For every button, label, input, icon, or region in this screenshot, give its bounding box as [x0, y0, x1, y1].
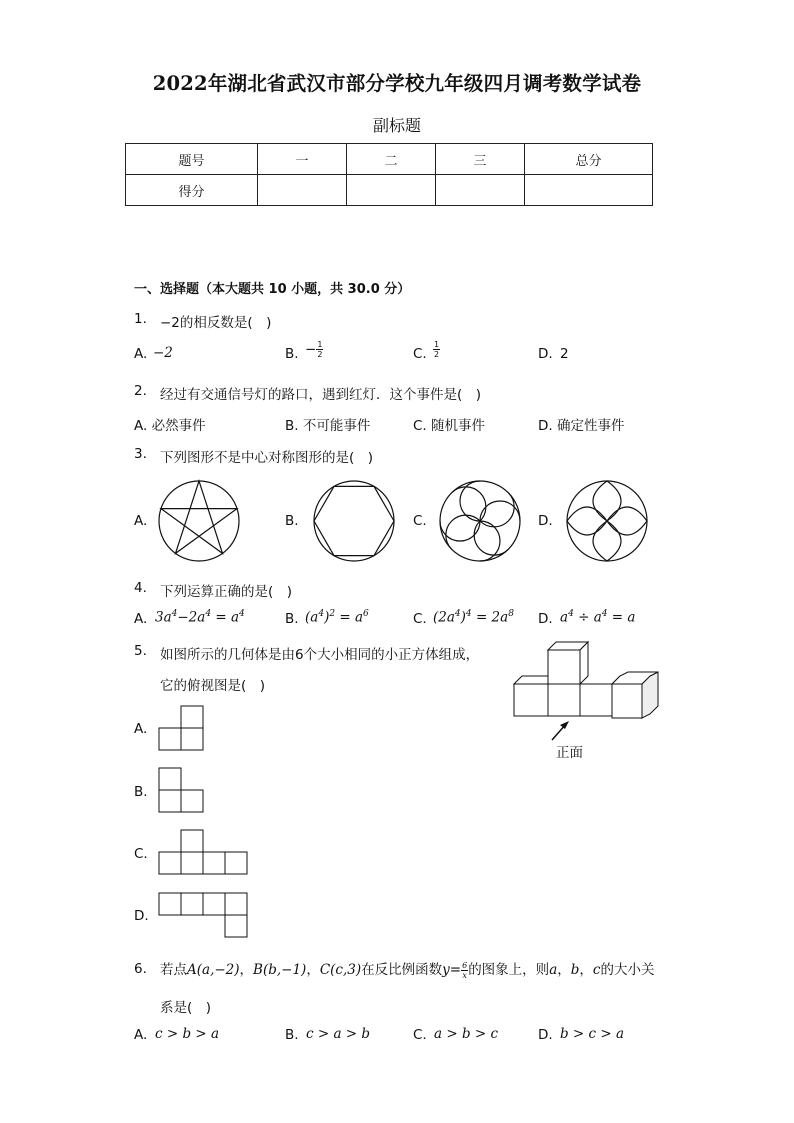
score-table [125, 143, 653, 206]
question-2-number: 2. [134, 383, 147, 399]
question-3-text: 下列图形不是中心对称图形的是( ) [160, 450, 374, 466]
q1-option-a-label: A. [134, 346, 148, 362]
q3-figure-c-pinwheel [438, 479, 522, 563]
q1-option-d-value: 2 [560, 346, 569, 362]
q5-option-b-grid [158, 767, 206, 813]
q4-option-b-label: B. [285, 611, 299, 627]
q1-c-numerator: 1 [434, 340, 440, 349]
q1-b-fraction [316, 340, 323, 359]
question-6-text-line1: 若点A(a,−2)，B(b,−1)，C(c,3)在反比例函数y= $\frac{6}{x}$ 的图象上，则a，b，c的大小关 [160, 960, 655, 980]
q5-cube-solid-figure [512, 638, 662, 730]
score-header-cell: 三 [436, 144, 525, 175]
q1-option-b-value [305, 340, 323, 359]
q6-option-c-expression: a > b > c [434, 1026, 499, 1042]
q4-option-d-expression: $a^4 \div a^4 = a$ [560, 609, 636, 626]
question-5-text-line2: 它的俯视图是( ) [160, 678, 266, 694]
q6-text-part3: 的图象上，则 [468, 962, 550, 978]
q6-variables: a [549, 962, 558, 978]
q3-option-d-label: D. [538, 513, 553, 529]
score-table-header-row [126, 144, 653, 175]
q6-frac-numerator: 6 [462, 960, 468, 970]
q5-option-a-grid [158, 705, 206, 751]
q4-option-b-expression: $(a^4)^2 = a^6$ [305, 609, 369, 626]
q6-option-b-label: B. [285, 1027, 299, 1043]
q6-point-c: C(c,3) [319, 962, 362, 978]
question-5-number: 5. [134, 643, 147, 659]
q2-option-b: B. 不可能事件 [285, 418, 371, 434]
q5-option-d-grid [158, 892, 250, 938]
q1-b-numerator: 1 [317, 340, 323, 349]
q6-var-b: b [570, 962, 580, 978]
score-cell [525, 175, 653, 206]
q5-option-c-label: C. [134, 846, 148, 862]
q6-option-d-label: D. [538, 1027, 553, 1043]
q5-option-a-label: A. [134, 721, 148, 737]
q1-option-b-label: B. [285, 346, 299, 362]
q6-option-d-expression: b > c > a [560, 1026, 625, 1042]
q1-c-fraction [433, 340, 440, 359]
question-1-number: 1. [134, 311, 147, 327]
q1-option-c-value [433, 340, 440, 359]
q5-front-label: 正面 [556, 745, 583, 761]
q6-point-b: B(b,−1) [253, 962, 307, 978]
question-2-text: 经过有交通信号灯的路口，遇到红灯．这个事件是( ) [160, 387, 482, 403]
q1-c-denominator: 2 [434, 350, 440, 359]
q6-text-part1: 若点 [160, 962, 187, 978]
q3-figure-b-hexagon-in-circle [312, 479, 396, 563]
question-4-number: 4. [134, 580, 147, 596]
score-cell [347, 175, 436, 206]
q3-figure-a-star-in-circle [157, 479, 241, 563]
q5-option-d-label: D. [134, 908, 149, 924]
q2-option-d: D. 确定性事件 [538, 418, 625, 434]
q3-figure-d-four-petals [565, 479, 649, 563]
q2-option-c: C. 随机事件 [413, 418, 486, 434]
score-table-score-row [126, 175, 653, 206]
exam-title: 2022年湖北省武汉市部分学校九年级四月调考数学试卷 [152, 72, 642, 95]
q1-option-c-label: C. [413, 346, 427, 362]
score-row-label: 得分 [126, 175, 258, 206]
q4-option-c-expression: $(2a^4)^4 = 2a^8$ [433, 609, 514, 626]
q6-text-part4: 的大小关 [600, 962, 655, 978]
q4-option-d-label: D. [538, 611, 553, 627]
q6-var-c: c [592, 962, 601, 978]
q6-option-a-label: A. [134, 1027, 148, 1043]
q6-point-a: A(a,−2) [187, 962, 240, 978]
q5-option-c-grid [158, 829, 250, 875]
q4-option-a-expression: $3a^4-2a^4 = a^4$ [155, 609, 245, 626]
q1-option-a-value: −2 [153, 345, 173, 361]
score-header-cell: 一 [258, 144, 347, 175]
score-cell [436, 175, 525, 206]
exam-subtitle: 副标题 [372, 116, 421, 135]
q3-option-a-label: A. [134, 513, 148, 529]
score-header-cell: 题号 [126, 144, 258, 175]
q3-option-b-label: B. [285, 513, 299, 529]
q4-option-a-label: A. [134, 611, 148, 627]
q3-option-c-label: C. [413, 513, 427, 529]
q1-option-d-label: D. [538, 346, 553, 362]
q4-option-c-label: C. [413, 611, 427, 627]
q6-option-b-expression: c > a > b [306, 1026, 371, 1042]
score-header-cell: 总分 [525, 144, 653, 175]
q1-b-sign: − [305, 341, 317, 358]
question-6-text-line2: 系是( ) [160, 1000, 212, 1016]
question-4-text: 下列运算正确的是( ) [160, 584, 293, 600]
question-5-text-line1: 如图所示的几何体是由6个大小相同的小正方体组成， [160, 647, 480, 663]
question-1-text: −2的相反数是( ) [160, 315, 272, 331]
score-header-cell: 二 [347, 144, 436, 175]
score-cell [258, 175, 347, 206]
q6-text-part2: 在反比例函数 [361, 962, 443, 978]
q2-option-a: A. 必然事件 [134, 418, 206, 434]
q1-b-denominator: 2 [317, 350, 323, 359]
q6-option-c-label: C. [413, 1027, 427, 1043]
q6-function: y= [442, 962, 462, 978]
q6-option-a-expression: c > b > a [155, 1026, 220, 1042]
q6-frac-denominator: x [462, 970, 467, 980]
q5-option-b-label: B. [134, 784, 148, 800]
question-3-number: 3. [134, 446, 147, 462]
question-6-number: 6. [134, 961, 147, 977]
section-heading: 一、选择题（本大题共 10 小题，共 30.0 分） [134, 282, 411, 297]
